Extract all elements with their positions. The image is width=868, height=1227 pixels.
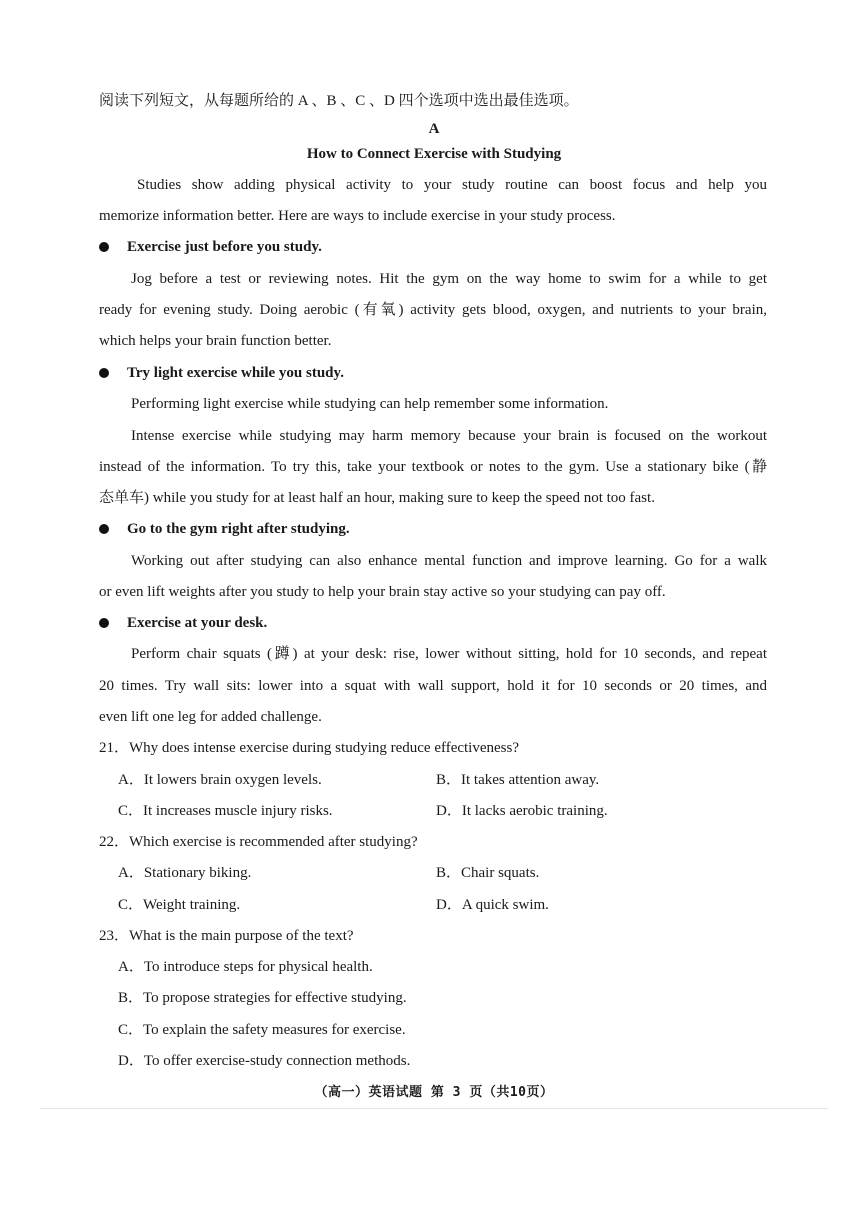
question-21-option-b: B．It takes attention away. [436, 772, 600, 788]
section-2-line-4: 态单车) while you study for at least half an hour, making sure to keep the speed not too fast. [99, 490, 655, 506]
section-3-line-2: or even lift weights after you study to help your brain stay active so your studying can pay off. [99, 584, 666, 600]
question-23-option-a: A．To introduce steps for physical health. [118, 959, 373, 975]
question-22-option-a: A．Stationary biking. [118, 865, 252, 881]
section-letter: A [428, 121, 440, 137]
section-2-line-1: Performing light exercise while studying can help remember some information. [131, 396, 609, 412]
question-22-stem: 22．Which exercise is recommended after studying? [99, 834, 418, 850]
question-21-stem: 21．Why does intense exercise during studying reduce effectiveness? [99, 740, 520, 756]
question-22-option-b: B．Chair squats. [436, 865, 540, 881]
section-2-line-3: instead of the information. To try this, take your textbook or notes to the gym. Use a stationary bike (静 [99, 459, 767, 475]
bullet-icon [99, 368, 109, 378]
section-4-line-2: 20 times. Try wall sits: lower into a squat with wall support, hold it for 10 seconds or 20 times, and [99, 678, 767, 694]
bullet-icon [99, 242, 109, 252]
question-23-option-d: D．To offer exercise-study connection methods. [118, 1053, 411, 1069]
section-heading-1: Exercise just before you study. [127, 239, 322, 255]
page-footer: （高一）英语试题 第 3 页（共10页） [314, 1085, 554, 1100]
question-23-option-c: C．To explain the safety measures for exercise. [118, 1022, 406, 1038]
section-1-line-2: ready for evening study. Doing aerobic (有氧) activity gets blood, oxygen, and nutrients to your brain, [99, 302, 767, 318]
passage-title: How to Connect Exercise with Studying [306, 146, 562, 162]
section-4-line-1: Perform chair squats (蹲) at your desk: rise, lower without sitting, hold for 10 seconds, and repeat [131, 646, 767, 662]
question-21-option-a: A．It lowers brain oxygen levels. [118, 772, 322, 788]
intro-line-1: Studies show adding physical activity to your study routine can boost focus and help you [137, 177, 767, 193]
bullet-icon [99, 524, 109, 534]
instruction-text: 阅读下列短文，从每题所给的 A 、B 、C 、D 四个选项中选出最佳选项。 [99, 93, 579, 109]
question-21-option-d: D．It lacks aerobic training. [436, 803, 608, 819]
intro-line-2: memorize information better. Here are ways to include exercise in your study process. [99, 208, 616, 224]
question-21-option-c: C．It increases muscle injury risks. [118, 803, 333, 819]
section-1-line-1: Jog before a test or reviewing notes. Hit the gym on the way home to swim for a while to get [131, 271, 767, 287]
section-2-line-2: Intense exercise while studying may harm memory because your brain is focused on the workout [131, 428, 767, 444]
section-heading-2: Try light exercise while you study. [127, 365, 344, 381]
section-4-line-3: even lift one leg for added challenge. [99, 709, 322, 725]
question-23-stem: 23．What is the main purpose of the text? [99, 928, 354, 944]
section-heading-4: Exercise at your desk. [127, 615, 268, 631]
section-heading-3: Go to the gym right after studying. [127, 521, 350, 537]
question-22-option-c: C．Weight training. [118, 897, 241, 913]
question-23-option-b: B．To propose strategies for effective studying. [118, 990, 407, 1006]
section-3-line-1: Working out after studying can also enhance mental function and improve learning. Go for a walk [131, 553, 767, 569]
section-1-line-3: which helps your brain function better. [99, 333, 332, 349]
footer-divider [40, 1108, 828, 1109]
question-22-option-d: D．A quick swim. [436, 897, 549, 913]
bullet-icon [99, 618, 109, 628]
